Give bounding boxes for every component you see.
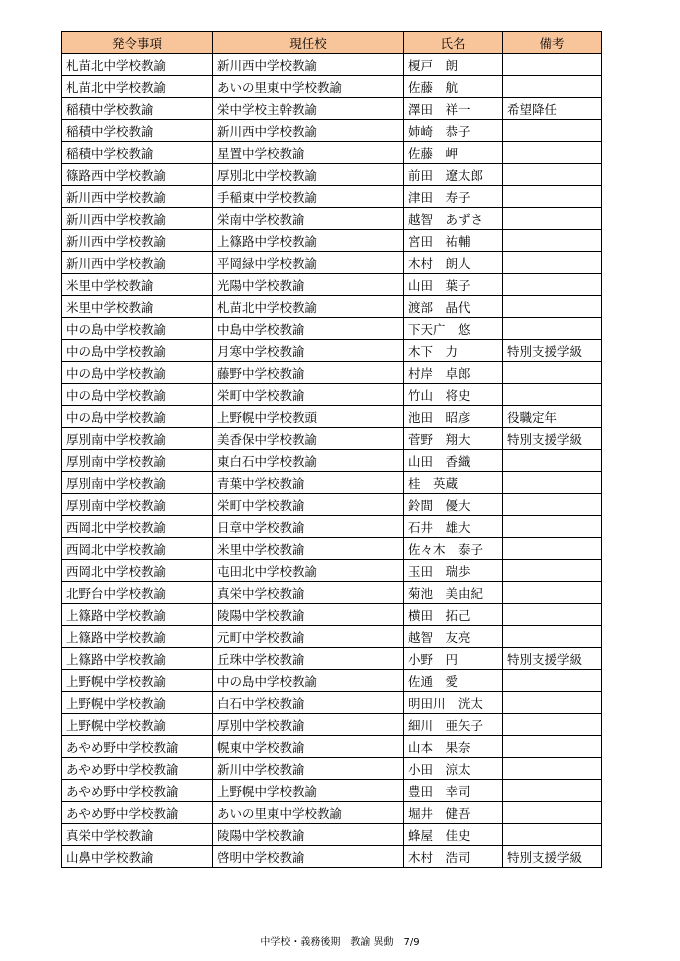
cell-remarks [503,230,602,252]
cell-assignment: 上野幌中学校教諭 [62,670,213,692]
cell-assignment: あやめ野中学校教諭 [62,758,213,780]
cell-current-school: 札苗北中学校教諭 [213,296,404,318]
cell-current-school: 新川西中学校教諭 [213,54,404,76]
cell-remarks [503,164,602,186]
cell-name: 榎戸 朗 [404,54,503,76]
table-row [62,208,602,230]
cell-name: 池田 昭彦 [404,406,503,428]
cell-assignment: 上篠路中学校教諭 [62,604,213,626]
cell-current-school: 栄町中学校教諭 [213,384,404,406]
cell-name: 津田 寿子 [404,186,503,208]
page-footer: 中学校・義務後期 教諭 異動 7/9 [260,937,420,948]
cell-current-school: 丘珠中学校教諭 [213,648,404,670]
cell-remarks [503,186,602,208]
personnel-transfer-table [61,31,602,868]
personnel-transfer-table-container [61,31,601,868]
cell-remarks [503,120,602,142]
table-row [62,230,602,252]
cell-remarks [503,76,602,98]
cell-current-school: 星置中学校教諭 [213,142,404,164]
cell-assignment: 篠路西中学校教諭 [62,164,213,186]
cell-name: 菅野 翔大 [404,428,503,450]
cell-assignment: 北野台中学校教諭 [62,582,213,604]
cell-name: 豊田 幸司 [404,780,503,802]
cell-assignment: あやめ野中学校教諭 [62,780,213,802]
cell-current-school: 新川西中学校教諭 [213,120,404,142]
cell-name: 玉田 瑞歩 [404,560,503,582]
cell-assignment: 稲積中学校教諭 [62,120,213,142]
table-row [62,692,602,714]
cell-current-school: 上篠路中学校教諭 [213,230,404,252]
table-row [62,296,602,318]
cell-current-school: 陵陽中学校教諭 [213,604,404,626]
cell-assignment: 山鼻中学校教諭 [62,846,213,868]
table-row [62,186,602,208]
cell-remarks [503,494,602,516]
cell-name: 木村 浩司 [404,846,503,868]
cell-remarks [503,824,602,846]
cell-assignment: あやめ野中学校教諭 [62,736,213,758]
cell-remarks [503,208,602,230]
table-row [62,824,602,846]
table-row [62,164,602,186]
cell-current-school: 栄南中学校教諭 [213,208,404,230]
table-row [62,340,602,362]
cell-current-school: 厚別中学校教諭 [213,714,404,736]
table-row [62,516,602,538]
cell-assignment: 西岡北中学校教諭 [62,560,213,582]
table-row [62,582,602,604]
cell-remarks [503,318,602,340]
cell-assignment: 新川西中学校教諭 [62,186,213,208]
cell-name: 下天广 悠 [404,318,503,340]
cell-remarks [503,670,602,692]
cell-current-school: 米里中学校教諭 [213,538,404,560]
table-row [62,846,602,868]
cell-remarks [503,472,602,494]
cell-assignment: 西岡北中学校教諭 [62,538,213,560]
cell-current-school: あいの里東中学校教諭 [213,76,404,98]
cell-assignment: 中の島中学校教諭 [62,384,213,406]
cell-name: 渡部 晶代 [404,296,503,318]
cell-name: 細川 亜矢子 [404,714,503,736]
table-row [62,780,602,802]
cell-assignment: 中の島中学校教諭 [62,406,213,428]
cell-assignment: 中の島中学校教諭 [62,362,213,384]
table-row [62,538,602,560]
table-row [62,560,602,582]
table-row [62,736,602,758]
cell-current-school: 白石中学校教諭 [213,692,404,714]
cell-current-school: 日章中学校教諭 [213,516,404,538]
table-row [62,472,602,494]
cell-current-school: 元町中学校教諭 [213,626,404,648]
cell-assignment: 厚別南中学校教諭 [62,494,213,516]
cell-name: 山田 葉子 [404,274,503,296]
cell-remarks: 特別支援学級 [503,340,602,362]
cell-name: 鈴間 優大 [404,494,503,516]
cell-name: 澤田 祥一 [404,98,503,120]
cell-remarks: 特別支援学級 [503,846,602,868]
cell-current-school: あいの里東中学校教諭 [213,802,404,824]
cell-name: 小田 涼太 [404,758,503,780]
cell-current-school: 栄中学校主幹教諭 [213,98,404,120]
table-row [62,362,602,384]
cell-name: 小野 円 [404,648,503,670]
cell-assignment: 新川西中学校教諭 [62,252,213,274]
table-row [62,670,602,692]
cell-remarks [503,714,602,736]
cell-name: 佐藤 岬 [404,142,503,164]
cell-remarks [503,54,602,76]
cell-current-school: 厚別北中学校教諭 [213,164,404,186]
cell-name: 堀井 健吾 [404,802,503,824]
cell-current-school: 上野幌中学校教諭 [213,780,404,802]
cell-assignment: あやめ野中学校教諭 [62,802,213,824]
cell-assignment: 札苗北中学校教諭 [62,76,213,98]
cell-name: 佐藤 航 [404,76,503,98]
cell-remarks: 役職定年 [503,406,602,428]
cell-current-school: 中の島中学校教諭 [213,670,404,692]
table-row [62,714,602,736]
cell-assignment: 厚別南中学校教諭 [62,450,213,472]
cell-remarks [503,758,602,780]
cell-name: 木下 力 [404,340,503,362]
cell-assignment: 厚別南中学校教諭 [62,428,213,450]
cell-current-school: 東白石中学校教諭 [213,450,404,472]
cell-assignment: 上野幌中学校教諭 [62,714,213,736]
cell-assignment: 新川西中学校教諭 [62,230,213,252]
cell-remarks [503,362,602,384]
table-row [62,406,602,428]
table-row [62,54,602,76]
table-row [62,494,602,516]
cell-current-school: 月寒中学校教諭 [213,340,404,362]
cell-current-school: 啓明中学校教諭 [213,846,404,868]
cell-current-school: 真栄中学校教諭 [213,582,404,604]
cell-name: 山田 香織 [404,450,503,472]
cell-remarks [503,516,602,538]
cell-remarks: 特別支援学級 [503,648,602,670]
table-row [62,648,602,670]
cell-current-school: 中島中学校教諭 [213,318,404,340]
cell-current-school: 幌東中学校教諭 [213,736,404,758]
cell-current-school: 青葉中学校教諭 [213,472,404,494]
cell-assignment: 上篠路中学校教諭 [62,648,213,670]
cell-current-school: 栄町中学校教諭 [213,494,404,516]
cell-name: 桂 英蔵 [404,472,503,494]
cell-assignment: 米里中学校教諭 [62,274,213,296]
table-row [62,76,602,98]
cell-remarks [503,604,602,626]
cell-current-school: 陵陽中学校教諭 [213,824,404,846]
cell-assignment: 稲積中学校教諭 [62,142,213,164]
cell-remarks [503,780,602,802]
header-assignment: 発令事項 [62,32,213,54]
cell-current-school: 手稲東中学校教諭 [213,186,404,208]
table-row [62,274,602,296]
table-row [62,318,602,340]
cell-remarks [503,692,602,714]
cell-current-school: 平岡緑中学校教諭 [213,252,404,274]
cell-remarks [503,582,602,604]
cell-current-school: 屯田北中学校教諭 [213,560,404,582]
table-row [62,802,602,824]
cell-name: 越智 あずさ [404,208,503,230]
header-name: 氏名 [404,32,503,54]
table-row [62,626,602,648]
cell-current-school: 新川中学校教諭 [213,758,404,780]
table-row [62,428,602,450]
cell-name: 木村 朗人 [404,252,503,274]
cell-name: 越智 友亮 [404,626,503,648]
table-row [62,120,602,142]
table-row [62,758,602,780]
table-header-row [62,32,602,54]
cell-name: 石井 雄大 [404,516,503,538]
cell-assignment: 中の島中学校教諭 [62,340,213,362]
cell-current-school: 光陽中学校教諭 [213,274,404,296]
cell-assignment: 上野幌中学校教諭 [62,692,213,714]
header-current-school: 現任校 [213,32,404,54]
cell-name: 前田 遼太郎 [404,164,503,186]
cell-remarks [503,450,602,472]
cell-name: 菊池 美由紀 [404,582,503,604]
table-row [62,142,602,164]
cell-current-school: 藤野中学校教諭 [213,362,404,384]
cell-assignment: 真栄中学校教諭 [62,824,213,846]
cell-remarks [503,274,602,296]
cell-remarks: 特別支援学級 [503,428,602,450]
cell-current-school: 美香保中学校教諭 [213,428,404,450]
cell-name: 明田川 洸太 [404,692,503,714]
table-row [62,604,602,626]
cell-name: 横田 拓己 [404,604,503,626]
cell-name: 佐々木 泰子 [404,538,503,560]
cell-remarks [503,736,602,758]
cell-remarks [503,560,602,582]
table-row [62,98,602,120]
table-row [62,450,602,472]
table-row [62,252,602,274]
cell-remarks [503,626,602,648]
cell-name: 竹山 将史 [404,384,503,406]
cell-remarks [503,802,602,824]
cell-assignment: 稲積中学校教諭 [62,98,213,120]
cell-assignment: 西岡北中学校教諭 [62,516,213,538]
cell-assignment: 新川西中学校教諭 [62,208,213,230]
cell-assignment: 上篠路中学校教諭 [62,626,213,648]
cell-name: 蜂屋 佳史 [404,824,503,846]
cell-name: 宮田 祐輔 [404,230,503,252]
cell-remarks [503,538,602,560]
cell-remarks: 希望降任 [503,98,602,120]
cell-assignment: 米里中学校教諭 [62,296,213,318]
cell-remarks [503,252,602,274]
cell-current-school: 上野幌中学校教頭 [213,406,404,428]
cell-assignment: 厚別南中学校教諭 [62,472,213,494]
cell-name: 山本 果奈 [404,736,503,758]
cell-name: 佐通 愛 [404,670,503,692]
header-remarks: 備考 [503,32,602,54]
cell-remarks [503,296,602,318]
cell-assignment: 中の島中学校教諭 [62,318,213,340]
table-row [62,384,602,406]
cell-name: 姉崎 恭子 [404,120,503,142]
cell-remarks [503,142,602,164]
cell-remarks [503,384,602,406]
cell-assignment: 札苗北中学校教諭 [62,54,213,76]
cell-name: 村岸 卓郎 [404,362,503,384]
